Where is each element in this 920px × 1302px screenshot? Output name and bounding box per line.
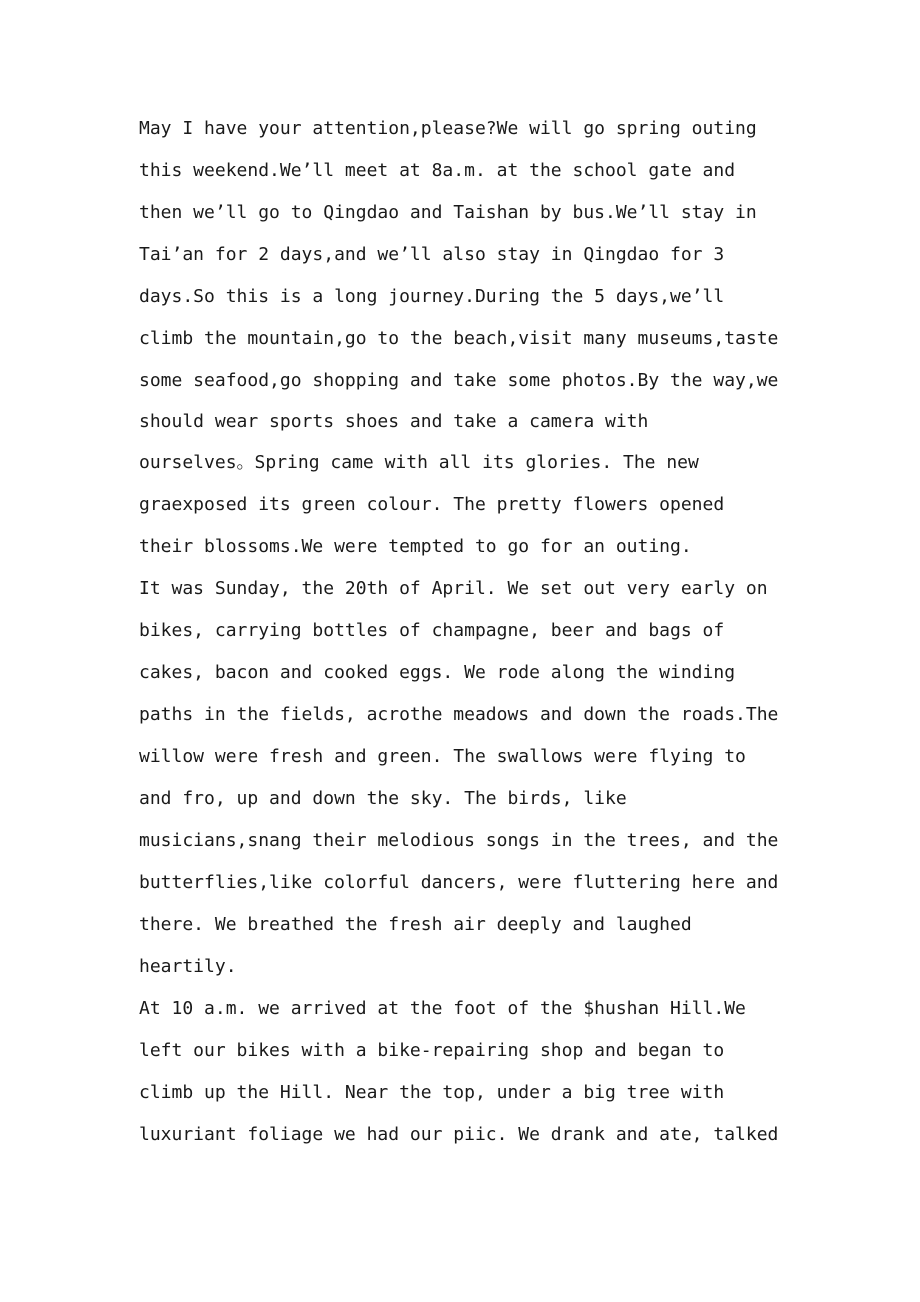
text-line: musicians,snang their melodious songs in the trees, and the bbox=[139, 830, 779, 851]
text-line: climb up the Hill. Near the top, under a big tree with bbox=[139, 1082, 725, 1103]
text-line: there. We breathed the fresh air deeply and laughed bbox=[139, 914, 692, 935]
text-line: some seafood,go shopping and take some photos.By the way,we bbox=[139, 370, 779, 391]
body-text bbox=[139, 108, 789, 1156]
text-line: this weekend.We’ll meet at 8a.m. at the school gate and bbox=[139, 160, 736, 181]
text-line: graexposed its green colour. The pretty flowers opened bbox=[139, 494, 725, 515]
text-line: should wear sports shoes and take a camera with bbox=[139, 411, 649, 432]
text-line: It was Sunday, the 20th of April. We set out very early on bbox=[139, 578, 768, 599]
text-line: At 10 a.m. we arrived at the foot of the $hushan Hill.We bbox=[139, 998, 746, 1019]
text-line: left our bikes with a bike-repairing shop and began to bbox=[139, 1040, 725, 1061]
text-line: butterflies,like colorful dancers, were fluttering here and bbox=[139, 872, 779, 893]
text-line: cakes, bacon and cooked eggs. We rode along the winding bbox=[139, 662, 736, 683]
text-line: their blossoms.We were tempted to go for an outing. bbox=[139, 536, 692, 557]
text-line: May I have your attention,please?We will go spring outing bbox=[139, 118, 757, 139]
text-line: ourselves。Spring came with all its glories. The new bbox=[139, 452, 699, 473]
text-line: paths in the fields, acrothe meadows and down the roads.The bbox=[139, 704, 779, 725]
text-line: luxuriant foliage we had our piic. We drank and ate, talked bbox=[139, 1124, 779, 1145]
text-line: bikes, carrying bottles of champagne, beer and bags of bbox=[139, 620, 725, 641]
text-line: heartily. bbox=[139, 956, 237, 977]
text-line: willow were fresh and green. The swallows were flying to bbox=[139, 746, 746, 767]
text-line: and fro, up and down the sky. The birds, like bbox=[139, 788, 627, 809]
text-line: then we’ll go to Qingdao and Taishan by bus.We’ll stay in bbox=[139, 202, 757, 223]
text-line: Tai’an for 2 days,and we’ll also stay in Qingdao for 3 bbox=[139, 244, 725, 265]
text-line: climb the mountain,go to the beach,visit many museums,taste bbox=[139, 328, 779, 349]
text-line: days.So this is a long journey.During the 5 days,we’ll bbox=[139, 286, 725, 307]
